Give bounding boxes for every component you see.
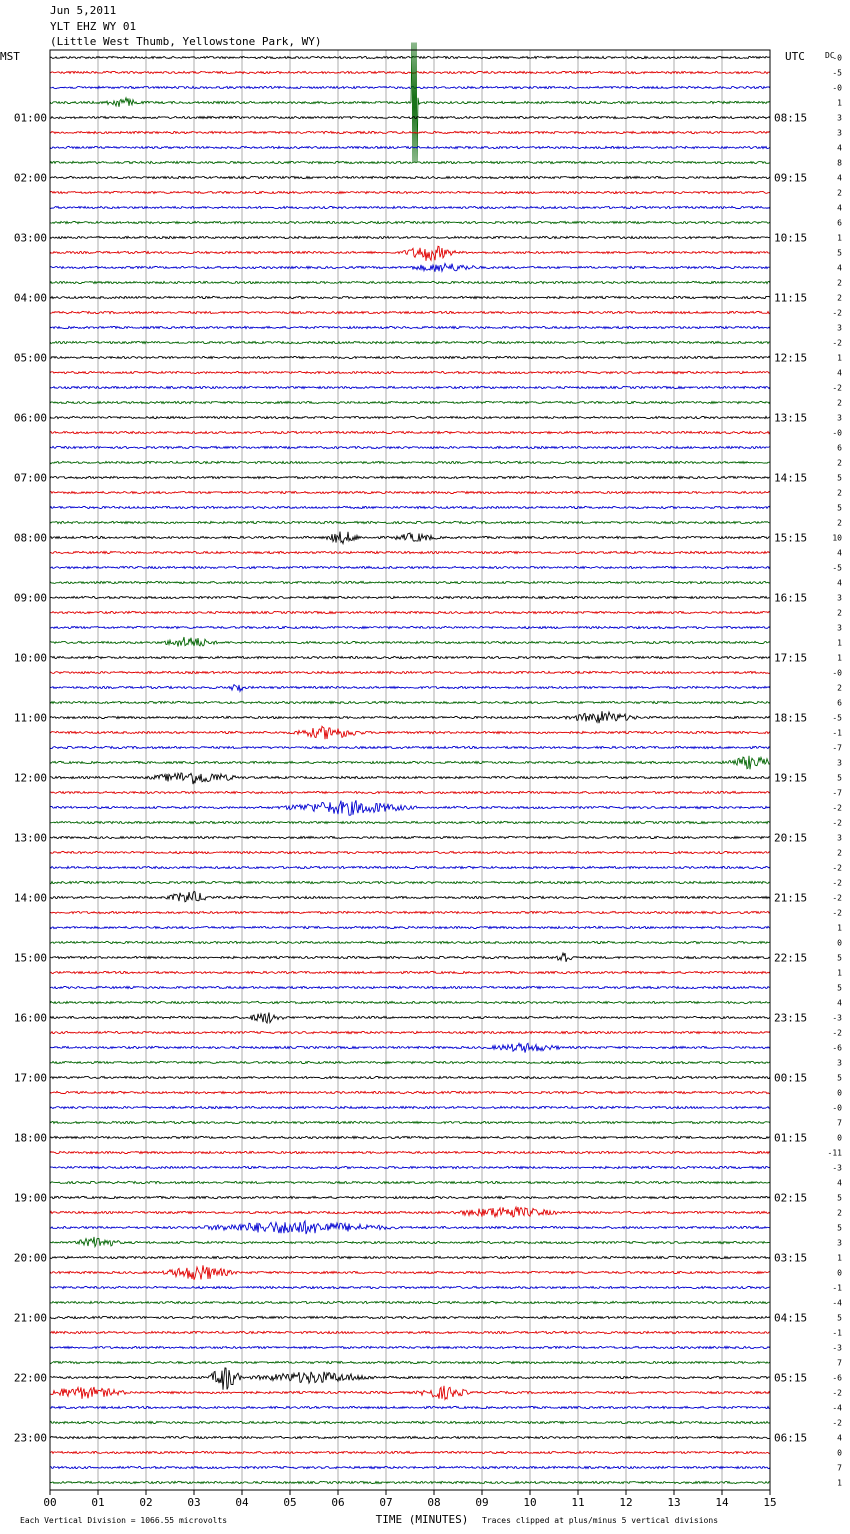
dc-offset-value: 5: [837, 1223, 842, 1233]
mst-hour-label: 21:00: [13, 1311, 47, 1325]
scale-note: Each Vertical Division = 1066.55 microvolts: [20, 1516, 228, 1525]
utc-hour-label: 10:15: [774, 231, 808, 245]
dc-offset-value: -2: [832, 863, 842, 873]
seismic-trace: [50, 1331, 770, 1333]
dc-offset-value: 5: [837, 1313, 842, 1323]
seismic-trace: [50, 1368, 770, 1390]
dc-offset-value: 4: [837, 143, 842, 153]
dc-offset-value: -2: [832, 893, 842, 903]
utc-hour-label: 09:15: [774, 171, 808, 185]
seismic-trace: [50, 341, 770, 343]
seismic-trace: [50, 56, 770, 58]
mst-hour-label: 18:00: [13, 1131, 47, 1145]
seismic-trace: [50, 521, 770, 523]
utc-hour-label: 22:15: [774, 951, 808, 965]
seismic-trace: [50, 773, 770, 784]
mst-hour-label: 10:00: [13, 651, 47, 665]
dc-offset-value: 0: [837, 1088, 842, 1098]
dc-offset-value: 8: [837, 158, 842, 168]
utc-hour-label: 23:15: [774, 1011, 808, 1025]
seismic-trace: [50, 71, 770, 73]
x-tick-label: 03: [187, 1496, 201, 1509]
dc-offset-value: 1: [837, 638, 842, 648]
dc-offset-value: 1: [837, 233, 842, 243]
dc-offset-value: 4: [837, 998, 842, 1008]
dc-offset-value: 6: [837, 218, 842, 228]
dc-offset-value: 5: [837, 1073, 842, 1083]
dc-offset-value: -2: [832, 1388, 842, 1398]
seismic-trace: [50, 326, 770, 328]
x-tick-label: 11: [571, 1496, 585, 1509]
seismic-trace: [50, 161, 770, 163]
dc-offset-value: -5: [832, 713, 842, 723]
dc-offset-value: 4: [837, 203, 842, 213]
dc-offset-value: 3: [837, 833, 842, 843]
dc-offset-value: 0: [837, 938, 842, 948]
seismic-trace: [50, 476, 770, 478]
dc-offset-value: -1: [832, 1283, 842, 1293]
seismic-trace: [50, 551, 770, 553]
mst-hour-label: 13:00: [13, 831, 47, 845]
utc-hour-label: 12:15: [774, 351, 808, 365]
dc-offset-value: -4: [832, 1403, 842, 1413]
dc-offset-value: -0: [832, 83, 842, 93]
dc-offset-value: -2: [832, 308, 842, 318]
mst-hour-label: 04:00: [13, 291, 47, 305]
seismic-trace: [50, 1061, 770, 1063]
x-tick-label: 02: [139, 1496, 153, 1509]
dc-offset-value: 2: [837, 488, 842, 498]
mst-hour-label: 22:00: [13, 1371, 47, 1385]
mst-hour-label: 19:00: [13, 1191, 47, 1205]
seismic-trace: [50, 711, 770, 723]
mst-hour-label: 02:00: [13, 171, 47, 185]
dc-offset-value: 4: [837, 1178, 842, 1188]
mst-hour-label: 14:00: [13, 891, 47, 905]
dc-label: DC: [825, 51, 835, 60]
mst-hour-label: 20:00: [13, 1251, 47, 1265]
seismic-trace: [50, 656, 770, 658]
mst-hour-label: 01:00: [13, 111, 47, 125]
dc-offset-value: 4: [837, 173, 842, 183]
dc-offset-value: 10: [832, 533, 842, 543]
dc-offset-value: -0: [832, 668, 842, 678]
dc-offset-value: -7: [832, 743, 842, 753]
seismic-trace: [50, 596, 770, 598]
dc-offset-value: -5: [832, 563, 842, 573]
mst-hour-label: 08:00: [13, 531, 47, 545]
dc-offset-value: 0: [837, 1133, 842, 1143]
dc-offset-value: 2: [837, 278, 842, 288]
seismic-trace: [50, 1001, 770, 1003]
seismic-trace: [50, 1031, 770, 1033]
seismic-trace: [50, 446, 770, 448]
dc-offset-value: -2: [832, 1418, 842, 1428]
dc-offset-value: 4: [837, 368, 842, 378]
x-axis-title: TIME (MINUTES): [375, 1513, 469, 1526]
seismic-trace: [50, 1386, 770, 1400]
dc-offset-value: -2: [832, 383, 842, 393]
seismic-trace: [50, 532, 770, 544]
x-tick-label: 04: [235, 1496, 249, 1509]
seismic-trace: [50, 1136, 770, 1138]
seismic-trace: [50, 1265, 770, 1280]
dc-offset-value: 3: [837, 413, 842, 423]
dc-offset-value: 7: [837, 1118, 842, 1128]
seismic-trace: [50, 726, 770, 739]
seismic-trace: [50, 176, 770, 178]
seismic-trace: [50, 146, 770, 148]
seismic-trace: [50, 461, 770, 463]
seismic-trace: [50, 566, 770, 568]
seismic-trace: [50, 611, 770, 613]
dc-offset-value: -3: [832, 1013, 842, 1023]
utc-hour-label: 03:15: [774, 1251, 808, 1265]
seismic-trace: [50, 116, 770, 118]
dc-offset-value: -0: [832, 428, 842, 438]
dc-offset-value: 5: [837, 953, 842, 963]
utc-hour-label: 16:15: [774, 591, 808, 605]
seismic-trace: [50, 1196, 770, 1198]
seismic-trace: [50, 401, 770, 403]
seismic-trace: [50, 1301, 770, 1303]
dc-offset-value: -1: [832, 1328, 842, 1338]
seismic-trace: [50, 1091, 770, 1093]
seismic-trace: [50, 1166, 770, 1168]
utc-hour-label: 21:15: [774, 891, 808, 905]
utc-hour-label: 11:15: [774, 291, 808, 305]
x-tick-label: 12: [619, 1496, 633, 1509]
seismic-trace: [50, 416, 770, 418]
seismic-trace: [50, 431, 770, 433]
seismic-trace: [50, 1481, 770, 1483]
mst-axis-label: MST: [0, 50, 20, 63]
seismic-trace: [50, 1451, 770, 1453]
seismic-trace: [50, 881, 770, 883]
utc-hour-label: 01:15: [774, 1131, 808, 1145]
seismic-trace: [50, 1181, 770, 1183]
chart-station: YLT EHZ WY 01: [50, 20, 137, 33]
dc-offset-value: 3: [837, 323, 842, 333]
mst-hour-label: 16:00: [13, 1011, 47, 1025]
mst-hour-label: 17:00: [13, 1071, 47, 1085]
seismic-trace: [50, 246, 770, 261]
dc-offset-value: 5: [837, 983, 842, 993]
seismic-trace: [50, 701, 770, 703]
x-tick-label: 09: [475, 1496, 489, 1509]
dc-offset-value: 3: [837, 113, 842, 123]
seismic-trace: [50, 281, 770, 283]
dc-offset-value: 1: [837, 98, 842, 108]
chart-location: (Little West Thumb, Yellowstone Park, WY): [50, 35, 322, 48]
seismic-trace: [50, 746, 770, 748]
dc-offset-value: -6: [832, 1373, 842, 1383]
dc-offset-value: 6: [837, 443, 842, 453]
mst-hour-label: 09:00: [13, 591, 47, 605]
dc-offset-value: 4: [837, 548, 842, 558]
seismic-trace: [50, 236, 770, 238]
seismic-trace: [50, 356, 770, 358]
utc-hour-label: 02:15: [774, 1191, 808, 1205]
trace-group: [50, 43, 770, 1484]
dc-offset-value: 2: [837, 398, 842, 408]
plot-frame: [50, 50, 770, 1490]
utc-hour-label: 14:15: [774, 471, 808, 485]
seismic-trace: [50, 971, 770, 973]
dc-offset-value: 7: [837, 1463, 842, 1473]
utc-hour-label: 00:15: [774, 1071, 808, 1085]
dc-offset-value: 2: [837, 188, 842, 198]
seismic-trace: [50, 296, 770, 298]
utc-hour-label: 04:15: [774, 1311, 808, 1325]
seismic-trace: [50, 1043, 770, 1052]
dc-offset-value: 3: [837, 1238, 842, 1248]
seismic-trace: [50, 866, 770, 868]
dc-offset-value: -6: [832, 1043, 842, 1053]
seismic-trace: [50, 1421, 770, 1423]
seismic-trace: [50, 911, 770, 913]
utc-hour-label: 17:15: [774, 651, 808, 665]
dc-offset-value: -3: [832, 1163, 842, 1173]
seismic-trace: [50, 191, 770, 193]
seismic-trace: [50, 86, 770, 88]
dc-offset-value: 1: [837, 1478, 842, 1488]
seismic-trace: [50, 1406, 770, 1408]
plot-grid: [98, 50, 722, 1490]
seismic-trace: [50, 1256, 770, 1258]
dc-offset-value: 5: [837, 473, 842, 483]
dc-offset-value: 2: [837, 1208, 842, 1218]
utc-axis-label: UTC: [785, 50, 805, 63]
x-tick-label: 00: [43, 1496, 57, 1509]
seismic-trace: [50, 581, 770, 583]
seismic-trace: [50, 1151, 770, 1153]
seismic-trace: [50, 1361, 770, 1363]
seismic-trace: [50, 506, 770, 508]
clip-note: Traces clipped at plus/minus 5 vertical divisions: [482, 1516, 719, 1525]
dc-offset-value: -2: [832, 878, 842, 888]
dc-offset-value: 2: [837, 518, 842, 528]
utc-hour-label: 20:15: [774, 831, 808, 845]
seismic-trace: [50, 800, 770, 815]
utc-hour-label: 06:15: [774, 1431, 808, 1445]
dc-offset-value: 3: [837, 758, 842, 768]
seismic-trace: [50, 791, 770, 793]
dc-offset-value: -5: [832, 68, 842, 78]
x-tick-label: 08: [427, 1496, 441, 1509]
seismic-trace: [50, 1286, 770, 1288]
seismic-trace: [50, 1207, 770, 1217]
chart-date: Jun 5,2011: [50, 4, 117, 17]
seismic-trace: [50, 491, 770, 493]
mst-hour-label: 11:00: [13, 711, 47, 725]
dc-offset-value: -4: [832, 1298, 842, 1308]
utc-hour-label: 13:15: [774, 411, 808, 425]
dc-offset-value: 2: [837, 608, 842, 618]
dc-offset-value: 4: [837, 578, 842, 588]
seismic-trace: [50, 206, 770, 208]
dc-offset-value: 3: [837, 593, 842, 603]
dc-offset-value: 1: [837, 353, 842, 363]
x-tick-label: 01: [91, 1496, 105, 1509]
x-tick-label: 10: [523, 1496, 537, 1509]
dc-offset-value: -0: [832, 1103, 842, 1113]
seismic-trace: [50, 1237, 770, 1247]
dc-offset-value: 2: [837, 293, 842, 303]
seismic-trace: [50, 1121, 770, 1123]
seismic-trace: [50, 821, 770, 823]
dc-offset-value: -2: [832, 818, 842, 828]
dc-offset-value: -2: [832, 908, 842, 918]
seismic-trace: [50, 1013, 770, 1024]
dc-offset-value: 2: [837, 848, 842, 858]
seismic-trace: [50, 891, 770, 901]
mst-hour-label: 06:00: [13, 411, 47, 425]
utc-hour-label: 05:15: [774, 1371, 808, 1385]
mst-hour-label: 23:00: [13, 1431, 47, 1445]
seismic-trace: [50, 941, 770, 943]
x-tick-label: 05: [283, 1496, 297, 1509]
seismic-trace: [50, 637, 770, 647]
seismic-trace: [50, 264, 770, 272]
dc-offset-value: 4: [837, 1433, 842, 1443]
dc-offset-value: -3: [832, 1343, 842, 1353]
seismic-trace: [50, 386, 770, 388]
dc-offset-value: 6: [837, 698, 842, 708]
dc-offset-value: 1: [837, 653, 842, 663]
dc-offset-value: -2: [832, 338, 842, 348]
x-tick-label: 07: [379, 1496, 393, 1509]
dc-offset-value: 5: [837, 1193, 842, 1203]
seismic-trace: [50, 1106, 770, 1108]
seismic-trace: [50, 671, 770, 673]
mst-hour-label: 12:00: [13, 771, 47, 785]
dc-offset-value: 5: [837, 773, 842, 783]
seismic-trace: [50, 1316, 770, 1318]
dc-offset-value: 0: [837, 1448, 842, 1458]
seismic-trace: [50, 756, 770, 770]
seismic-trace: [50, 43, 770, 163]
seismic-trace: [50, 1346, 770, 1348]
seismic-trace: [50, 953, 770, 962]
utc-hour-label: 18:15: [774, 711, 808, 725]
seismic-trace: [50, 626, 770, 628]
seismic-trace: [50, 685, 770, 692]
dc-offset-value: 5: [837, 248, 842, 258]
x-tick-label: 14: [715, 1496, 729, 1509]
dc-offset-value: -1: [832, 728, 842, 738]
dc-offset-value: 1: [837, 923, 842, 933]
seismic-trace: [50, 131, 770, 133]
dc-offset-value: -2: [832, 803, 842, 813]
dc-offset-value: 1: [837, 968, 842, 978]
seismic-trace: [50, 836, 770, 838]
dc-offset-value: 1: [837, 1253, 842, 1263]
utc-hour-label: 19:15: [774, 771, 808, 785]
seismic-trace: [50, 986, 770, 988]
x-tick-label: 06: [331, 1496, 345, 1509]
dc-offset-value: 7: [837, 1358, 842, 1368]
mst-hour-label: 07:00: [13, 471, 47, 485]
seismic-trace: [50, 1221, 770, 1234]
dc-offset-value: 0: [837, 1268, 842, 1278]
mst-hour-label: 15:00: [13, 951, 47, 965]
dc-offset-value: 2: [837, 458, 842, 468]
seismic-trace: [50, 1076, 770, 1078]
dc-offset-value: -7: [832, 788, 842, 798]
dc-offset-value: 5: [837, 503, 842, 513]
seismic-trace: [50, 221, 770, 223]
dc-offset-value: -0: [832, 53, 842, 63]
dc-offset-value: 4: [837, 263, 842, 273]
seismic-trace: [50, 1466, 770, 1468]
seismic-trace: [50, 311, 770, 313]
mst-hour-label: 05:00: [13, 351, 47, 365]
dc-offset-value: 3: [837, 623, 842, 633]
utc-hour-label: 08:15: [774, 111, 808, 125]
mst-hour-label: 03:00: [13, 231, 47, 245]
dc-offset-value: 3: [837, 1058, 842, 1068]
x-tick-label: 13: [667, 1496, 681, 1509]
seismic-trace: [50, 851, 770, 853]
dc-offset-value: -2: [832, 1028, 842, 1038]
seismic-trace: [50, 926, 770, 928]
dc-offset-value: 2: [837, 683, 842, 693]
x-tick-label: 15: [763, 1496, 777, 1509]
seismic-trace: [50, 371, 770, 373]
dc-offset-value: -11: [827, 1148, 842, 1158]
seismic-trace: [50, 1436, 770, 1438]
dc-offset-value: 3: [837, 128, 842, 138]
utc-hour-label: 15:15: [774, 531, 808, 545]
